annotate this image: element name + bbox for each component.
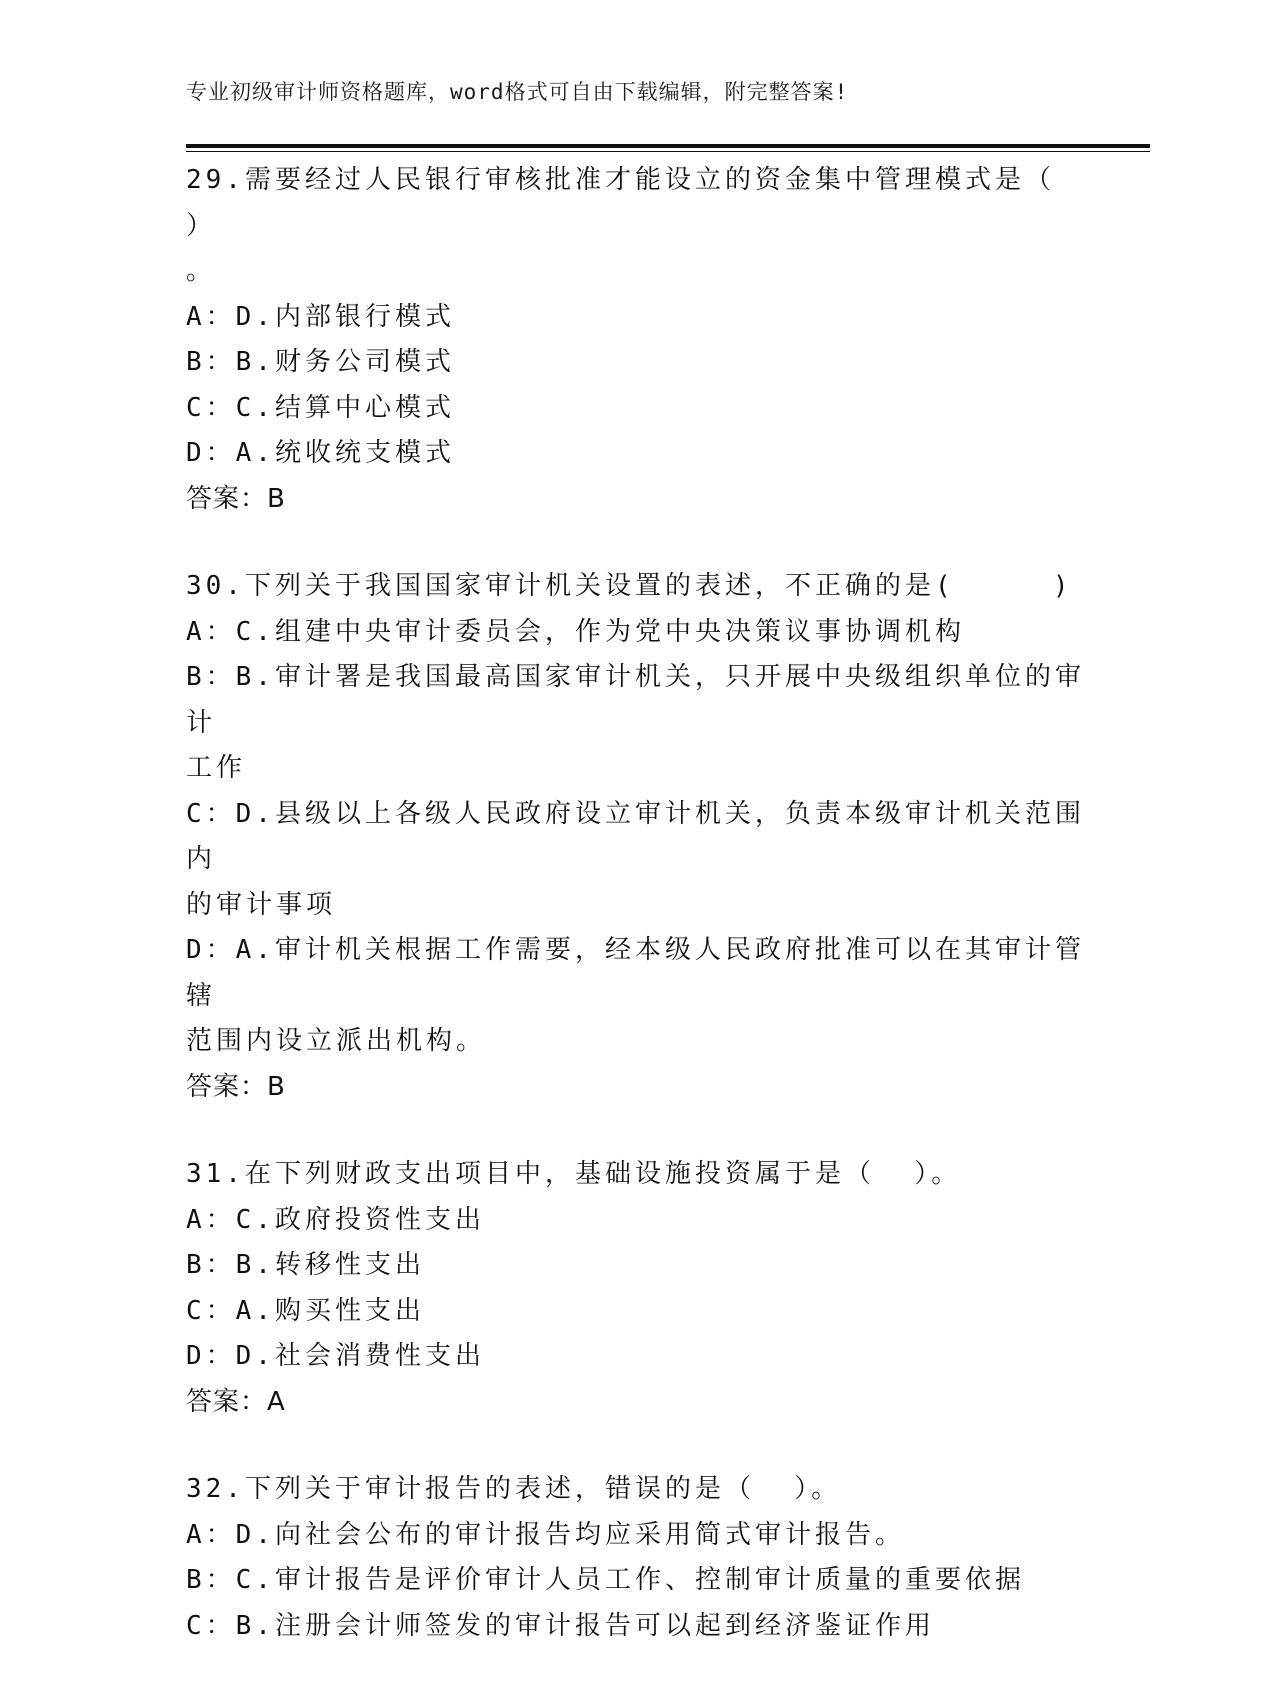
question-stem: 32.下列关于审计报告的表述，错误的是（ ）。 — [186, 1474, 842, 1504]
option-b: B：C.审计报告是评价审计人员工作、控制审计质量的重要依据 — [186, 1565, 1025, 1595]
question-31 — [186, 1152, 1086, 1425]
answer-line: 答案：A — [186, 1386, 286, 1417]
option-b-continuation: 工作 — [186, 753, 247, 783]
option-a: A：C.政府投资性支出 — [186, 1204, 485, 1235]
option-c: C：B.注册会计师签发的审计报告可以起到经济鉴证作用 — [186, 1610, 935, 1641]
option-b: B：B.审计署是我国最高国家审计机关，只开展中央级组织单位的审计 — [186, 662, 1085, 738]
question-stem-continuation: 。 — [186, 256, 217, 286]
option-c: C：D.县级以上各级人民政府设立审计机关，负责本级审计机关范围内 — [186, 798, 1085, 874]
option-a: A：D.向社会公布的审计报告均应采用简式审计报告。 — [186, 1519, 905, 1550]
question-32 — [186, 1467, 1086, 1649]
option-a: A：C.组建中央审计委员会，作为党中央决策议事协调机构 — [186, 616, 965, 647]
header-divider-thin — [186, 151, 1150, 152]
question-list — [186, 158, 1086, 1691]
page-header: 专业初级审计师资格题库，word格式可自由下载编辑，附完整答案! — [186, 80, 849, 104]
question-30 — [186, 564, 1086, 1110]
option-d: D：A.审计机关根据工作需要，经本级人民政府批准可以在其审计管辖 — [186, 935, 1085, 1011]
question-stem: 29.需要经过人民银行审核批准才能设立的资金集中管理模式是（ ） — [186, 165, 1075, 241]
option-a: A：D.内部银行模式 — [186, 301, 455, 332]
question-29 — [186, 158, 1086, 522]
option-d: D：D.社会消费性支出 — [186, 1341, 485, 1371]
option-b: B：B.转移性支出 — [186, 1250, 425, 1280]
answer-line: 答案：B — [186, 1071, 286, 1102]
question-stem: 31.在下列财政支出项目中，基础设施投资属于是（ ）。 — [186, 1159, 962, 1189]
option-d-continuation: 范围内设立派出机构。 — [186, 1026, 487, 1056]
answer-line: 答案：B — [186, 483, 286, 514]
header-divider-thick — [186, 144, 1150, 148]
question-stem: 30.下列关于我国国家审计机关设置的表述，不正确的是( ) — [186, 571, 1073, 601]
option-c: C：A.购买性支出 — [186, 1295, 425, 1326]
option-c: C：C.结算中心模式 — [186, 392, 455, 423]
option-d: D：A.统收统支模式 — [186, 438, 455, 468]
option-c-continuation: 的审计事项 — [186, 889, 337, 920]
option-b: B：B.财务公司模式 — [186, 347, 455, 377]
